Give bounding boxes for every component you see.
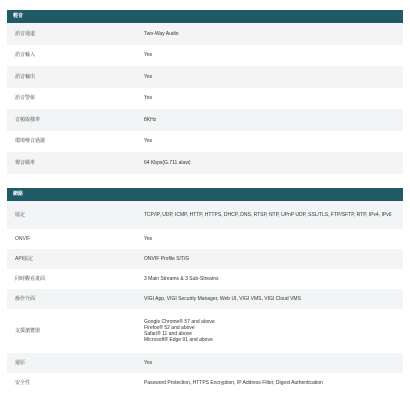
- spec-value: Yes: [144, 236, 153, 242]
- spec-value: Two-Way Audio: [144, 30, 179, 37]
- spec-value: TCP/IP, UDP, ICMP, HTTP, HTTPS, DHCP, DNS, RTSP, NTP, UPnP UDP, SSL/TLS, FTP/SFTP, RTP, IPv4, IPv6: [144, 212, 392, 218]
- spec-label: 同時觀看畫面: [15, 276, 46, 282]
- spec-value: Yes: [144, 73, 153, 80]
- spec-row: [7, 201, 403, 229]
- section-header-audio: 輕音: [7, 10, 403, 23]
- spec-label: 支援瀏覽器: [15, 328, 41, 334]
- audio-spec-section: [7, 10, 403, 174]
- spec-value: Yes: [144, 95, 153, 102]
- spec-row: [7, 289, 403, 309]
- browser-item: Firefox® 52 and above: [144, 325, 195, 331]
- spec-value: ONVIF Profile S/T/G: [144, 256, 190, 262]
- spec-label: ONVIF: [15, 236, 31, 242]
- spec-label: 語音輸入: [15, 52, 36, 59]
- spec-label: 聲音碼率: [15, 159, 36, 166]
- spec-row: [7, 23, 403, 45]
- spec-row: [7, 353, 403, 373]
- spec-value: VIGI App, VIGI Security Manager, Web UI, VIGI VMS, VIGI Cloud VMS: [144, 296, 301, 302]
- spec-value: Yes: [144, 52, 153, 59]
- spec-label: 協定: [15, 212, 26, 218]
- spec-label: 操作介面: [15, 296, 36, 302]
- spec-label: 安全性: [15, 380, 31, 386]
- spec-row: [7, 229, 403, 249]
- spec-row: [7, 309, 403, 353]
- spec-label: 語音通道: [15, 30, 36, 37]
- spec-value: 8KHz: [144, 116, 157, 123]
- spec-row: [7, 88, 403, 110]
- spec-value: 3 Main Streams & 3 Sub-Streams: [144, 276, 219, 282]
- browser-item: Microsoft® Edge 91 and above: [144, 337, 213, 343]
- spec-label: 音頻取樣率: [15, 116, 41, 123]
- spec-row: [7, 269, 403, 289]
- spec-row: [7, 66, 403, 88]
- spec-value: Yes: [144, 138, 153, 145]
- section-header-network: 網路: [7, 188, 403, 201]
- spec-label: API協定: [15, 256, 34, 262]
- spec-row: [7, 45, 403, 67]
- spec-row: [7, 109, 403, 131]
- audio-spec-rows: [7, 23, 403, 174]
- browser-item: Google Chrome® 57 and above: [144, 319, 215, 325]
- spec-label: 語音警報: [15, 95, 36, 102]
- network-spec-rows: [7, 201, 403, 393]
- spec-row: [7, 152, 403, 174]
- spec-label: 語音輸出: [15, 73, 36, 80]
- spec-row: [7, 373, 403, 393]
- spec-label: 環境噪音過濾: [15, 138, 46, 145]
- browser-item: Safari® 11 and above: [144, 331, 193, 337]
- spec-value: 64 Kbps(G.711 alaw): [144, 159, 191, 166]
- spec-label: 還原: [15, 360, 26, 366]
- supported-browsers-list: [144, 319, 215, 343]
- spec-value: Password Protection, HTTPS Encryption, IP Address Filter, Digest Authentication: [144, 380, 323, 386]
- spec-row: [7, 249, 403, 269]
- spec-value: Yes: [144, 360, 153, 366]
- spec-row: [7, 131, 403, 153]
- network-spec-section: [7, 188, 403, 393]
